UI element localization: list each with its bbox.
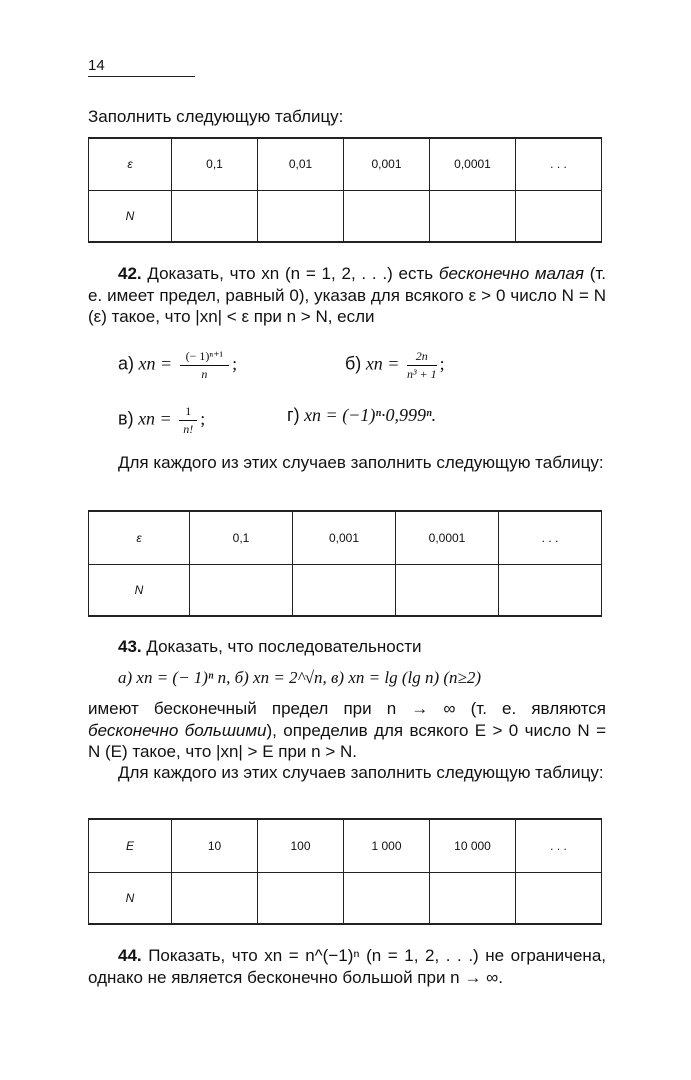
table-header-row xyxy=(89,819,602,872)
table-cell: . . . xyxy=(499,511,602,564)
table-cell: ε xyxy=(89,138,172,190)
table-cell: N xyxy=(89,190,172,242)
page-number-rule xyxy=(88,76,195,77)
sequences-43: а) xn = (− 1)ⁿ n, б) xn = 2^√n, в) xn = lg (lg n) (n≥2) xyxy=(118,668,482,687)
formula-v: в) xn = $\frac{1}{n!}$ ; xyxy=(118,404,206,436)
table-cell: E xyxy=(89,819,172,872)
table-cell: N xyxy=(89,564,190,616)
table-cell xyxy=(172,872,258,924)
problem-43: 43. Доказать, что последовательности xyxy=(118,637,422,656)
table-cell: 0,1 xyxy=(172,138,258,190)
table-cell: 0,001 xyxy=(344,138,430,190)
problem-44: 44. Показать, что xn = n^(−1)ⁿ (n = 1, 2, . . .) не ограничена, однако не является бесконечно большой при n → ∞. xyxy=(88,946,606,987)
table-cell: 0,01 xyxy=(258,138,344,190)
intro-text: Заполнить следующую таблицу: xyxy=(88,107,344,126)
table-cell xyxy=(396,564,499,616)
table-n-row xyxy=(89,872,602,924)
table-n-row xyxy=(89,564,602,616)
table-cell xyxy=(344,872,430,924)
table-cell: 0,0001 xyxy=(396,511,499,564)
table-cell xyxy=(516,872,602,924)
fill-instruction-1: Для каждого из этих случаев заполнить следующую таблицу: xyxy=(118,453,604,472)
table-cell: 10 xyxy=(172,819,258,872)
table-epsilon-2 xyxy=(88,510,602,617)
table-cell: ε xyxy=(89,511,190,564)
table-header-row xyxy=(89,138,602,190)
table-cell xyxy=(430,190,516,242)
table-cell xyxy=(516,190,602,242)
formula-b: б) xn = $\frac{2n}{\text{n³ + 1}}$ ; xyxy=(345,349,445,381)
page-number: 14 xyxy=(88,57,105,74)
table-cell xyxy=(190,564,293,616)
table-cell xyxy=(499,564,602,616)
table-cell xyxy=(344,190,430,242)
table-cell xyxy=(430,872,516,924)
formula-g: г) xn = (−1)ⁿ·0,999ⁿ. xyxy=(287,405,437,425)
table-cell: N xyxy=(89,872,172,924)
table-header-row xyxy=(89,511,602,564)
table-cell: 10 000 xyxy=(430,819,516,872)
table-cell: 0,0001 xyxy=(430,138,516,190)
table-cell: . . . xyxy=(516,138,602,190)
fill-instruction-2: Для каждого из этих случаев заполнить следующую таблицу: xyxy=(118,763,604,782)
table-n-row xyxy=(89,190,602,242)
table-cell xyxy=(293,564,396,616)
table-cell: . . . xyxy=(516,819,602,872)
table-big-e xyxy=(88,818,602,925)
table-cell xyxy=(172,190,258,242)
problem-42: 42. Доказать, что xn (n = 1, 2, . . .) есть бесконечно малая (т. е. имеет предел, равный 0), указав для всякого ε > 0 число N = N (ε) такое, что |xn| < ε при n > N, если xyxy=(88,264,606,326)
table-cell: 0,001 xyxy=(293,511,396,564)
table-cell: 0,1 xyxy=(190,511,293,564)
problem-43-body: имеют бесконечный предел при n → ∞ (т. е. являются бесконечно большими), определив для всякого E > 0 число N = N (E) такое, что |xn| > E при n > N. xyxy=(88,699,606,761)
table-cell xyxy=(258,190,344,242)
table-cell: 100 xyxy=(258,819,344,872)
table-cell: 1 000 xyxy=(344,819,430,872)
table-epsilon-1 xyxy=(88,137,602,243)
formula-a: а) xn = $\frac{\text{(− 1)ⁿ⁺¹}}{n}$ ; xyxy=(118,349,238,381)
table-cell xyxy=(258,872,344,924)
